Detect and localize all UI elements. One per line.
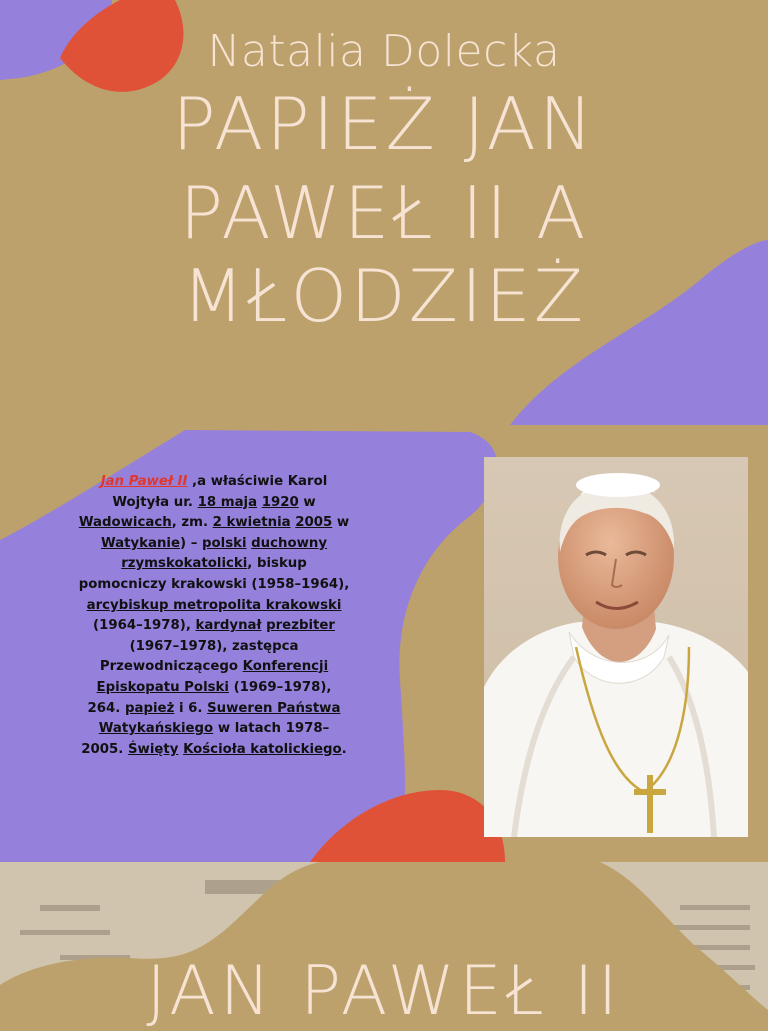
link-jan-pawel[interactable]: Jan Paweł II: [100, 474, 188, 489]
link-duchowny[interactable]: duchowny: [251, 535, 328, 551]
pope-portrait-icon: [484, 457, 748, 837]
title-line-1: PAPIEŻ JAN: [172, 82, 596, 166]
link-date-death[interactable]: 2 kwietnia: [212, 515, 291, 531]
link-prezbiter[interactable]: prezbiter: [266, 618, 335, 634]
link-suweren[interactable]: Suweren Państwa Watykańskiego: [98, 700, 341, 737]
link-polski[interactable]: polski: [201, 535, 247, 551]
bio-text: , biskup pomocniczy krakowski (1958–1964),: [78, 556, 350, 592]
bio-text: w: [298, 494, 316, 510]
bio-text: (1967–1978), zastępca Przewodniczącego: [99, 638, 299, 675]
link-swiety[interactable]: Święty: [127, 741, 179, 757]
link-year-death[interactable]: 2005: [295, 515, 333, 531]
bio-text: w: [332, 515, 350, 531]
link-year-birth[interactable]: 1920: [261, 494, 299, 510]
link-kosciol[interactable]: Kościoła katolickiego: [183, 741, 342, 757]
bio-text: (1964–1978),: [93, 618, 196, 634]
bio-text: ,a właściwie Karol Wojtyła ur.: [112, 474, 328, 510]
bio-text: , zm.: [171, 515, 213, 531]
title-line-2: PAWEŁ II A: [179, 171, 589, 255]
bio-text: i 6.: [174, 700, 208, 716]
biography-text: [78, 472, 350, 760]
link-wadowice[interactable]: Wadowicach: [78, 515, 172, 531]
bio-text: ) –: [180, 535, 202, 551]
link-rzymskokatolicki[interactable]: rzymskokatolicki: [121, 556, 248, 572]
bottom-title: JAN PAWEŁ II: [146, 952, 622, 1031]
bio-text: w latach 1978–2005.: [81, 721, 330, 757]
link-papiez[interactable]: papież: [124, 700, 175, 716]
link-date-birth[interactable]: 18 maja: [197, 494, 258, 510]
link-kardynal[interactable]: kardynał: [195, 618, 262, 634]
author-name: Natalia Dolecka: [207, 26, 561, 77]
link-konferencja-episkopatu[interactable]: Konferencji Episkopatu Polski: [96, 659, 329, 695]
bio-text: (1969–1978), 264.: [87, 679, 332, 716]
link-watykan[interactable]: Watykanie: [100, 535, 180, 551]
link-arcybiskup[interactable]: arcybiskup metropolita krakowski: [86, 597, 342, 613]
bio-text: .: [341, 741, 347, 757]
title-line-3: MŁODZIEŻ: [181, 254, 587, 338]
